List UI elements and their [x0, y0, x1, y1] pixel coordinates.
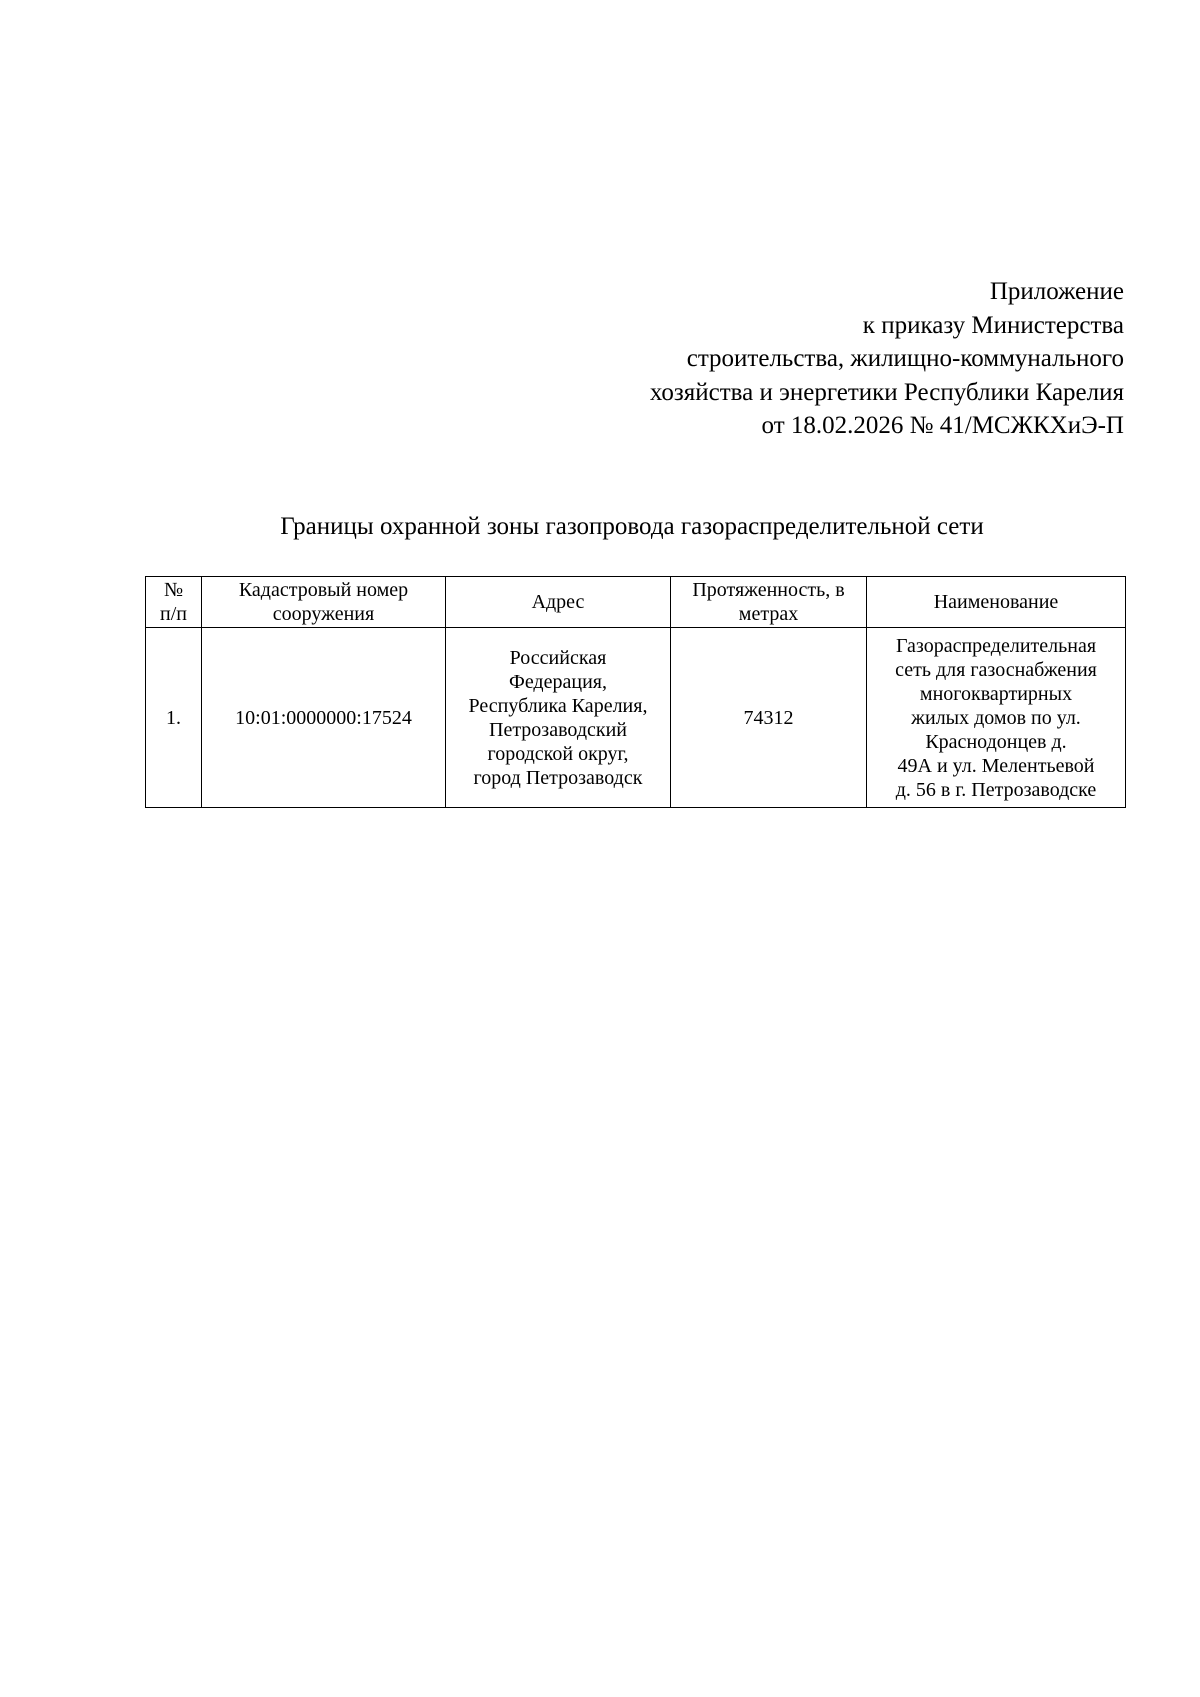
column-header-length: Протяженность, в метрах: [671, 577, 867, 628]
appendix-line: строительства, жилищно-коммунального: [686, 345, 1124, 373]
column-header-name: Наименование: [867, 577, 1126, 628]
document-title: Границы охранной зоны газопровода газораспределительной сети: [280, 513, 984, 540]
cell-length: 74312: [671, 628, 867, 808]
appendix-line: к приказу Министерства: [862, 311, 1124, 339]
appendix-line: Приложение: [989, 278, 1124, 305]
cell-number: 1.: [146, 628, 202, 808]
column-header-address: Адрес: [446, 577, 671, 628]
cell-address: Российская Федерация, Республика Карелия, Петрозаводский городской округ, город Петрозаводск: [446, 628, 671, 808]
table-header-row: [146, 577, 1126, 628]
protection-zone-table: [145, 576, 1126, 808]
table-row: [146, 628, 1126, 808]
column-header-number: № п/п: [146, 577, 202, 628]
cell-cadastral-number: 10:01:0000000:17524: [202, 628, 446, 808]
column-header-cadastral-number: Кадастровый номер сооружения: [202, 577, 446, 628]
appendix-header: [650, 275, 1124, 443]
appendix-line: от 18.02.2026 № 41/МСЖКХиЭ-П: [761, 412, 1124, 440]
appendix-line: хозяйства и энергетики Республики Карелия: [649, 378, 1124, 406]
cell-name: Газораспределительная сеть для газоснабжения многоквартирных жилых домов по ул. Краснодонцев д. 49А и ул. Мелентьевой д. 56 в г. Петрозаводске: [867, 628, 1126, 808]
